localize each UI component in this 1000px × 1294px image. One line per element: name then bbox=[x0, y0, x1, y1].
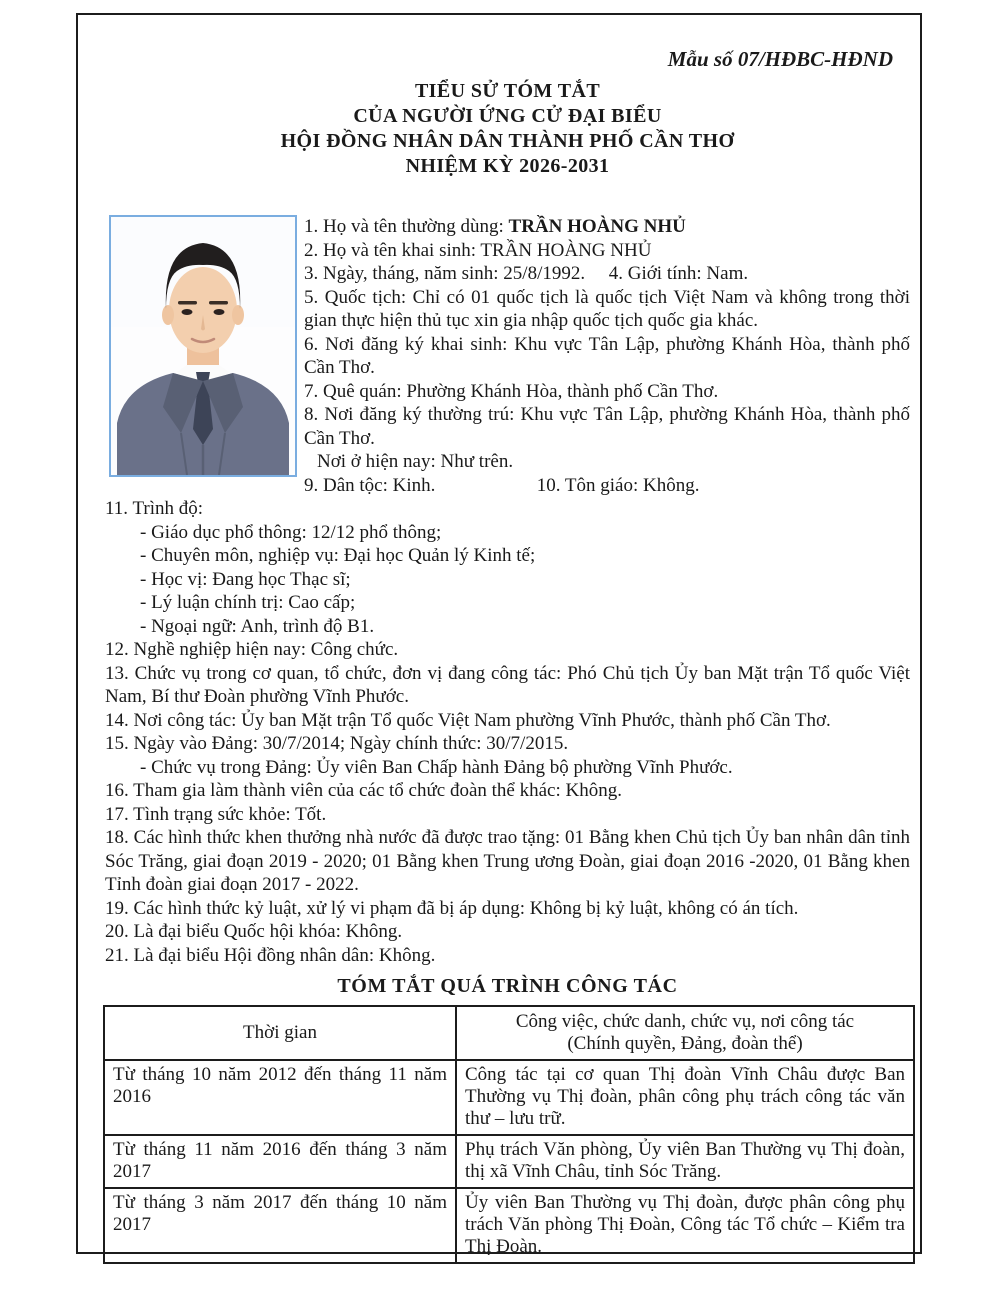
item-10-religion: 10. Tôn giáo: Không. bbox=[536, 474, 700, 496]
item-11-academic-degree: - Học vị: Đang học Thạc sĩ; bbox=[140, 568, 351, 590]
document-page bbox=[76, 13, 922, 1257]
item-14-workplace: 14. Nơi công tác: Ủy ban Mặt trận Tổ quốc Việt Nam phường Vĩnh Phước, thành phố Cần Thơ. bbox=[105, 709, 831, 731]
item-15-party-position: - Chức vụ trong Đảng: Ủy viên Ban Chấp hành Đảng bộ phường Vĩnh Phước. bbox=[140, 756, 733, 778]
item-20-national-assembly: 20. Là đại biểu Quốc hội khóa: Không. bbox=[105, 921, 403, 942]
item-1-value: TRẦN HOÀNG NHỦ bbox=[508, 216, 686, 237]
item-1-full-name bbox=[304, 215, 910, 239]
item-21-peoples-council: 21. Là đại biểu Hội đồng nhân dân: Không. bbox=[105, 944, 436, 966]
item-17-health: 17. Tình trạng sức khỏe: Tốt. bbox=[105, 803, 327, 825]
header-time: Thời gian bbox=[104, 1006, 456, 1060]
item-13-position: 13. Chức vụ trong cơ quan, tổ chức, đơn vị đang công tác: Phó Chủ tịch Ủy ban Mặt trận Tổ quốc Việt Nam, Bí thư Đoàn phường Vĩnh Phước. bbox=[105, 662, 910, 707]
item-11-political-theory: - Lý luận chính trị: Cao cấp; bbox=[140, 592, 356, 613]
item-8-current-residence: Nơi ở hiện nay: Như trên. bbox=[317, 451, 514, 472]
title-line-3: HỘI ĐỒNG NHÂN DÂN THÀNH PHỐ CẦN THƠ bbox=[280, 130, 735, 152]
personal-info-block bbox=[304, 215, 910, 497]
table-row bbox=[104, 1188, 914, 1263]
row-3-time: Từ tháng 3 năm 2017 đến tháng 10 năm 2017 bbox=[104, 1188, 456, 1263]
table-row bbox=[104, 1060, 914, 1135]
item-5-nationality: 5. Quốc tịch: Chỉ có 01 quốc tịch là quốc tịch Việt Nam và không trong thời gian thực hiện thủ tục xin gia nhập quốc tịch quốc gia khác. bbox=[304, 286, 910, 331]
header-work bbox=[456, 1006, 914, 1060]
item-1-label: 1. Họ và tên thường dùng: bbox=[304, 216, 504, 237]
table-row bbox=[104, 1135, 914, 1188]
candidate-photo bbox=[109, 215, 297, 477]
title-line-4: NHIỆM KỲ 2026-2031 bbox=[405, 155, 610, 177]
form-code: Mẫu số 07/HĐBC-HĐND bbox=[667, 47, 893, 71]
header-work-line-1: Công việc, chức danh, chức vụ, nơi công tác bbox=[515, 1011, 855, 1032]
row-2-time: Từ tháng 11 năm 2016 đến tháng 3 năm 2017 bbox=[104, 1135, 456, 1188]
item-16-memberships: 16. Tham gia làm thành viên của các tổ chức đoàn thể khác: Không. bbox=[105, 780, 622, 801]
item-15-party-admission: 15. Ngày vào Đảng: 30/7/2014; Ngày chính thức: 30/7/2015. bbox=[105, 733, 569, 754]
item-11-education: 11. Trình độ: bbox=[105, 498, 204, 519]
item-18-awards: 18. Các hình thức khen thưởng nhà nước đã được trao tặng: 01 Bằng khen Chủ tịch Ủy ban nhân dân tỉnh Sóc Trăng, giai đoạn 2019 - 2020; 01 Bằng khen Trung ương Đoàn, giai đoạn 2016 -2020, 01 Bằng khen Tỉnh đoàn giai đoạn 2017 - 2022. bbox=[105, 827, 910, 895]
item-11-foreign-language: - Ngoại ngữ: Anh, trình độ B1. bbox=[140, 615, 375, 637]
item-6-birth-registration: 6. Nơi đăng ký khai sinh: Khu vực Tân Lập, phường Khánh Hòa, thành phố Cần Thơ. bbox=[304, 333, 910, 378]
item-11-general-education: - Giáo dục phổ thông: 12/12 phổ thông; bbox=[140, 521, 442, 543]
item-9-10-line bbox=[304, 474, 910, 498]
work-history-title: TÓM TẮT QUÁ TRÌNH CÔNG TÁC bbox=[337, 975, 678, 997]
document-title bbox=[105, 79, 910, 179]
item-19-discipline: 19. Các hình thức kỷ luật, xử lý vi phạm đã bị áp dụng: Không bị kỷ luật, không có án tích. bbox=[105, 897, 799, 919]
table-header-row bbox=[104, 1006, 914, 1060]
item-11-professional: - Chuyên môn, nghiệp vụ: Đại học Quản lý Kinh tế; bbox=[140, 545, 536, 566]
row-1-work: Công tác tại cơ quan Thị đoàn Vĩnh Châu được Ban Thường vụ Thị đoàn, phân công phụ trách công tác văn thư – lưu trữ. bbox=[456, 1060, 914, 1135]
row-2-work: Phụ trách Văn phòng, Ủy viên Ban Thường vụ Thị đoàn, thị xã Vĩnh Châu, tỉnh Sóc Trăng. bbox=[456, 1135, 914, 1188]
row-3-work: Ủy viên Ban Thường vụ Thị đoàn, được phân công phụ trách Văn phòng Thị Đoàn, Công tác Tổ chức – Kiểm tra Thị Đoàn. bbox=[456, 1188, 914, 1263]
item-3-4-line bbox=[304, 262, 910, 286]
header-work-line-2: (Chính quyền, Đảng, đoàn thể) bbox=[567, 1033, 803, 1054]
details-block bbox=[105, 497, 910, 967]
item-12-occupation: 12. Nghề nghiệp hiện nay: Công chức. bbox=[105, 639, 399, 660]
portrait-illustration bbox=[111, 217, 295, 475]
item-7-hometown: 7. Quê quán: Phường Khánh Hòa, thành phố Cần Thơ. bbox=[304, 380, 719, 402]
row-1-time: Từ tháng 10 năm 2012 đến tháng 11 năm 2016 bbox=[104, 1060, 456, 1135]
item-3-birth-date: 3. Ngày, tháng, năm sinh: 25/8/1992. bbox=[304, 263, 586, 284]
item-9-ethnicity: 9. Dân tộc: Kinh. bbox=[304, 474, 436, 496]
title-line-1: TIỂU SỬ TÓM TẮT bbox=[414, 80, 601, 102]
title-line-2: CỦA NGƯỜI ỨNG CỬ ĐẠI BIỂU bbox=[353, 105, 662, 127]
work-history-table bbox=[103, 1005, 915, 1264]
item-4-gender: 4. Giới tính: Nam. bbox=[608, 263, 749, 284]
item-8-permanent-residence: 8. Nơi đăng ký thường trú: Khu vực Tân Lập, phường Khánh Hòa, thành phố Cần Thơ. bbox=[304, 404, 910, 449]
item-2-birth-name: 2. Họ và tên khai sinh: TRẦN HOÀNG NHỦ bbox=[304, 239, 652, 261]
